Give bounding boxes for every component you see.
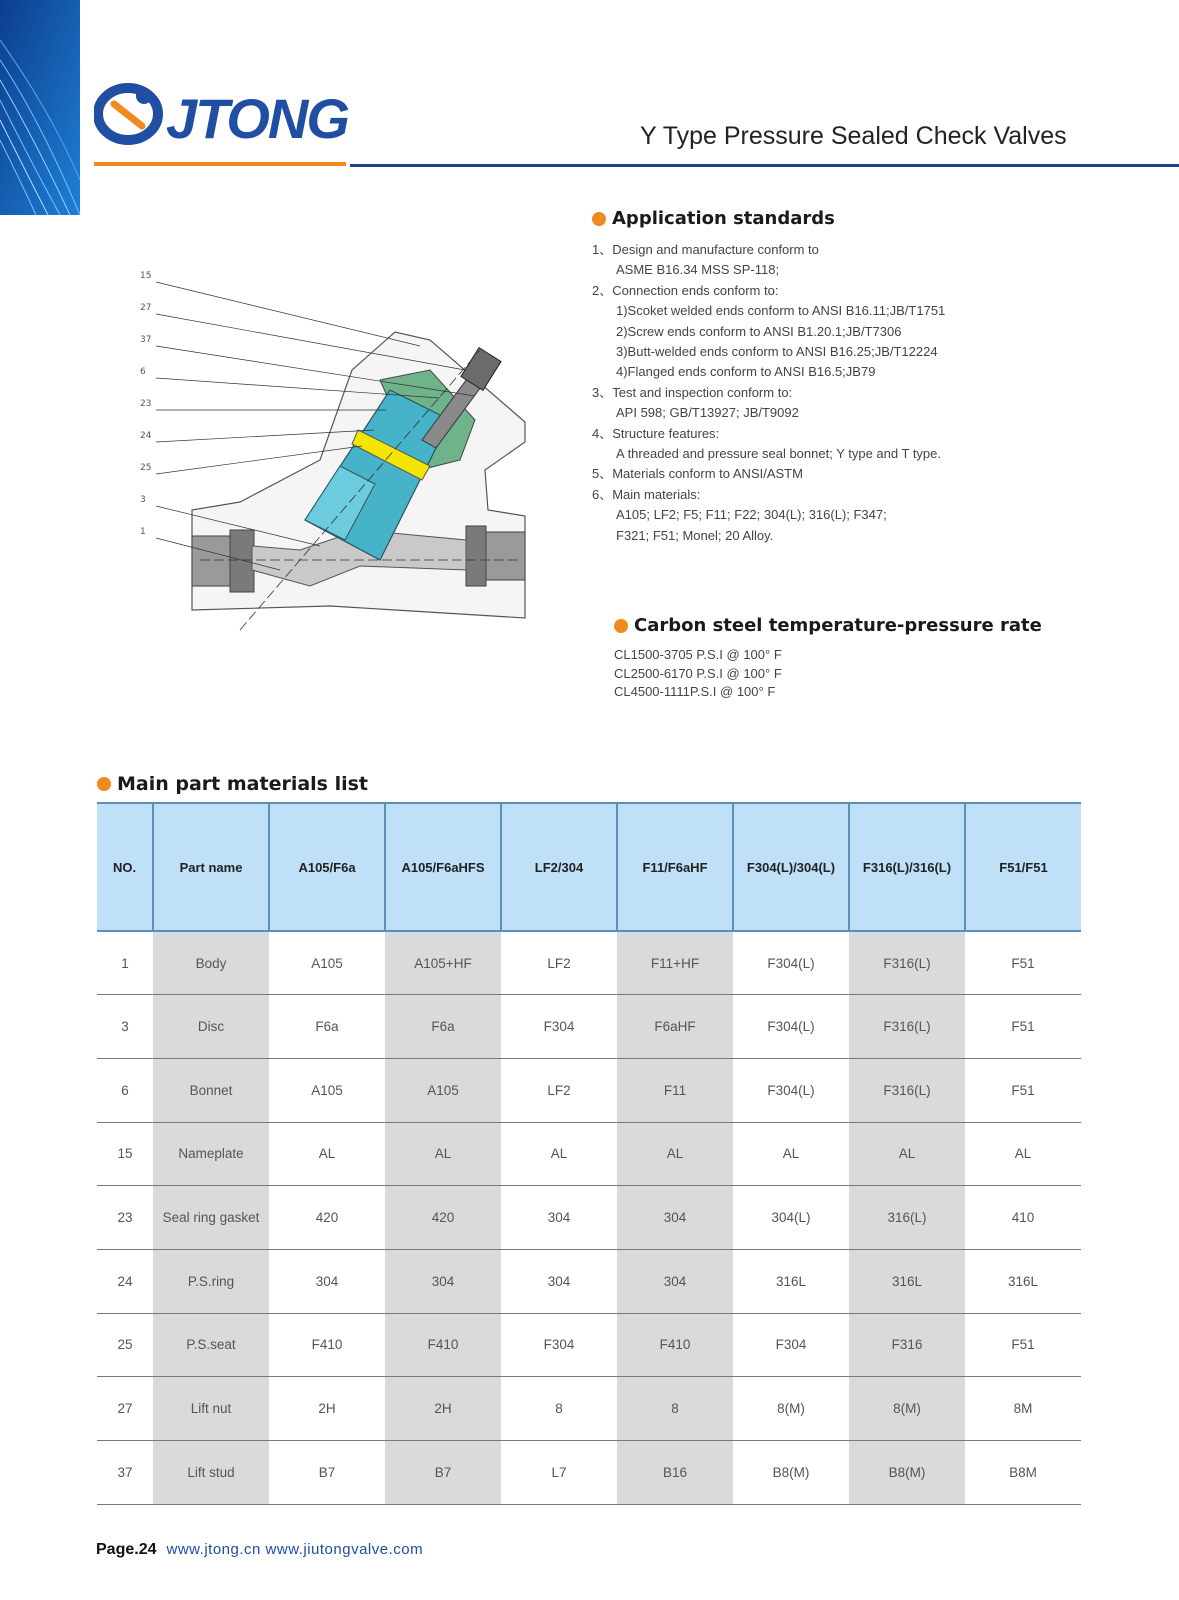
material-cell: F410 [385,1313,501,1377]
callout-label: 24 [140,431,152,441]
material-cell: 8M [965,1377,1081,1441]
material-cell: F51 [965,931,1081,995]
bullet-dot-icon [592,212,606,226]
material-cell: AL [733,1122,849,1186]
material-cell: F316(L) [849,1058,965,1122]
brand-wordmark: JTONG [166,87,348,150]
application-line: 1、Design and manufacture conform to [592,242,819,257]
application-line: API 598; GB/T13927; JB/T9092 [616,405,799,421]
column-header: F11/F6aHF [617,803,733,931]
column-header: NO. [97,803,153,931]
material-cell: B16 [617,1441,733,1505]
part-number-cell: 3 [97,995,153,1059]
material-cell: 304 [501,1186,617,1250]
material-cell: F316(L) [849,931,965,995]
materials-heading: Main part materials list [97,773,368,795]
part-name-cell: Bonnet [153,1058,269,1122]
material-cell: F6aHF [617,995,733,1059]
material-cell: F11+HF [617,931,733,995]
part-name-cell: P.S.seat [153,1313,269,1377]
column-header: Part name [153,803,269,931]
callout-label: 3 [140,495,146,505]
table-row [97,1441,1081,1505]
material-cell: B8M [965,1441,1081,1505]
material-cell: F51 [965,1313,1081,1377]
callout-label: 25 [140,463,152,473]
material-cell: F11 [617,1058,733,1122]
rating-heading: Carbon steel temperature-pressure rate [614,615,1042,636]
material-cell: A105+HF [385,931,501,995]
part-number-cell: 37 [97,1441,153,1505]
material-cell: 8(M) [733,1377,849,1441]
valve-cross-section-diagram [130,270,540,640]
application-line: 3)Butt-welded ends conform to ANSI B16.25;JB/T12224 [616,344,938,360]
material-cell: F304(L) [733,995,849,1059]
material-cell: F316(L) [849,995,965,1059]
callout-label: 15 [140,271,152,281]
page-title: Y Type Pressure Sealed Check Valves [640,122,1067,150]
application-line: A threaded and pressure seal bonnet; Y type and T type. [616,446,941,462]
material-cell: 304 [617,1249,733,1313]
table-row [97,931,1081,995]
bullet-dot-icon [97,777,111,791]
material-cell: 420 [385,1186,501,1250]
material-cell: 316L [733,1249,849,1313]
part-name-cell: Lift stud [153,1441,269,1505]
material-cell: F410 [617,1313,733,1377]
rating-line: CL2500-6170 P.S.I @ 100° F [614,665,782,681]
part-number-cell: 24 [97,1249,153,1313]
material-cell: 316L [965,1249,1081,1313]
callout-label: 1 [140,527,146,537]
material-cell: A105 [269,1058,385,1122]
material-cell: 304 [385,1249,501,1313]
application-line: 1)Scoket welded ends conform to ANSI B16.11;JB/T1751 [616,303,946,319]
material-cell: 316(L) [849,1186,965,1250]
material-cell: B7 [269,1441,385,1505]
application-line: 5、Materials conform to ANSI/ASTM [592,466,803,482]
material-cell: F304 [501,1313,617,1377]
material-cell: B8(M) [849,1441,965,1505]
material-cell: F410 [269,1313,385,1377]
column-header: F304(L)/304(L) [733,803,849,931]
material-cell: 8 [501,1377,617,1441]
part-number-cell: 27 [97,1377,153,1441]
rating-line: CL4500-1111P.S.I @ 100° F [614,684,776,699]
material-cell: 316L [849,1249,965,1313]
part-number-cell: 23 [97,1186,153,1250]
material-cell: AL [965,1122,1081,1186]
page-number: Page.24 [96,1541,157,1558]
material-cell: 8 [617,1377,733,1441]
logo-underline [94,162,346,166]
material-cell: F51 [965,995,1081,1059]
material-cell: AL [617,1122,733,1186]
rating-list [614,646,782,702]
part-name-cell: Disc [153,995,269,1059]
table-row [97,995,1081,1059]
application-line: ASME B16.34 MSS SP-118; [616,262,780,278]
application-line: A105; LF2; F5; F11; F22; 304(L); 316(L); F347; [616,507,887,523]
callout-label: 6 [140,367,146,377]
material-cell: LF2 [501,931,617,995]
part-name-cell: P.S.ring [153,1249,269,1313]
application-line: 4)Flanged ends conform to ANSI B16.5;JB79 [616,364,876,380]
material-cell: 8(M) [849,1377,965,1441]
column-header: A105/F6a [269,803,385,931]
callout-label: 27 [140,303,152,313]
material-cell: 304 [269,1249,385,1313]
table-row [97,1058,1081,1122]
callout-label: 37 [140,335,152,345]
material-cell: 2H [269,1377,385,1441]
material-cell: F6a [385,995,501,1059]
table-header-row [97,803,1081,931]
application-line: 6、Main materials: [592,486,701,502]
application-line: 2)Screw ends conform to ANSI B1.20.1;JB/T7306 [616,323,902,339]
application-list [592,240,1062,546]
table-row [97,1377,1081,1441]
table-row [97,1122,1081,1186]
material-cell: F316 [849,1313,965,1377]
material-cell: F304 [501,995,617,1059]
materials-table [97,802,1081,1505]
application-line: 4、Structure features: [592,425,720,441]
material-cell: B7 [385,1441,501,1505]
material-cell: F304(L) [733,1058,849,1122]
material-cell: 304 [617,1186,733,1250]
material-cell: F304(L) [733,931,849,995]
part-name-cell: Nameplate [153,1122,269,1186]
part-number-cell: 25 [97,1313,153,1377]
rating-line: CL1500-3705 P.S.I @ 100° F [614,647,782,662]
material-cell: 410 [965,1186,1081,1250]
material-cell: 304 [501,1249,617,1313]
material-cell: F304 [733,1313,849,1377]
material-cell: AL [385,1122,501,1186]
part-number-cell: 1 [97,931,153,995]
material-cell: A105 [385,1058,501,1122]
bullet-dot-icon [614,619,628,633]
material-cell: AL [501,1122,617,1186]
part-name-cell: Lift nut [153,1377,269,1441]
material-cell: 2H [385,1377,501,1441]
application-line: 2、Connection ends conform to: [592,282,779,298]
corner-graphic [0,0,80,215]
material-cell: 304(L) [733,1186,849,1250]
part-name-cell: Seal ring gasket [153,1186,269,1250]
website-links[interactable]: www.jtong.cn www.jiutongvalve.com [166,1541,424,1558]
material-cell: 420 [269,1186,385,1250]
application-line: F321; F51; Monel; 20 Alloy. [616,527,774,543]
material-cell: F51 [965,1058,1081,1122]
application-heading: Application standards [592,208,835,229]
column-header: F51/F51 [965,803,1081,931]
part-name-cell: Body [153,931,269,995]
column-header: A105/F6aHFS [385,803,501,931]
material-cell: B8(M) [733,1441,849,1505]
page-footer [96,1541,423,1559]
material-cell: AL [269,1122,385,1186]
material-cell: F6a [269,995,385,1059]
application-line: 3、Test and inspection conform to: [592,384,793,400]
callout-label: 23 [140,399,152,409]
part-number-cell: 6 [97,1058,153,1122]
material-cell: L7 [501,1441,617,1505]
material-cell: AL [849,1122,965,1186]
table-row [97,1313,1081,1377]
column-header: LF2/304 [501,803,617,931]
material-cell: LF2 [501,1058,617,1122]
material-cell: A105 [269,931,385,995]
part-number-cell: 15 [97,1122,153,1186]
table-row [97,1249,1081,1313]
table-row [97,1186,1081,1250]
column-header: F316(L)/316(L) [849,803,965,931]
header-rule [350,164,1179,167]
